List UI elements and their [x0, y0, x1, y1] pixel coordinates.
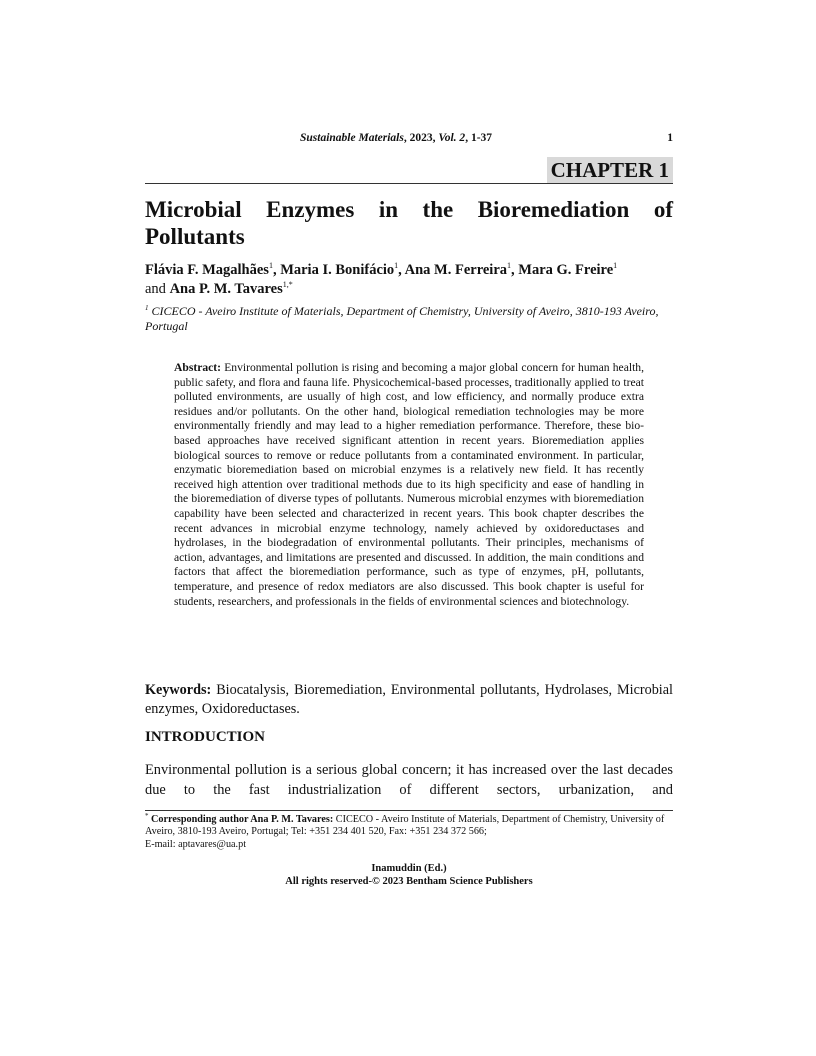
affiliation-mark: 1 — [145, 304, 149, 312]
affiliation-text: CICECO - Aveiro Institute of Materials, Department of Chemistry, University of Aveiro, 3810-193 Aveiro, Portugal — [145, 304, 659, 333]
keywords-text: Biocatalysis, Bioremediation, Environmental pollutants, Hydrolases, Microbial enzymes, Oxidoreductases. — [145, 682, 673, 717]
footnote — [145, 814, 673, 851]
page-number: 1 — [667, 132, 673, 144]
author-separator: , — [272, 262, 281, 278]
keywords-label: Keywords: — [145, 682, 212, 698]
author-list — [145, 261, 673, 299]
journal-year: , 2023, — [403, 132, 439, 144]
author-affiliation-mark: 1 — [613, 261, 618, 270]
keywords — [145, 681, 673, 719]
author-name: Flávia F. Magalhães — [145, 262, 269, 278]
author-name: Ana M. Ferreira — [404, 262, 508, 278]
journal-pages: , 1-37 — [465, 132, 493, 144]
footnote-divider — [145, 810, 673, 811]
author-separator: , — [398, 262, 405, 278]
chapter-title: Microbial Enzymes in the Bioremediation of Pollutants — [145, 197, 673, 249]
journal-name: Sustainable Materials — [300, 132, 404, 144]
chapter-tag: CHAPTER 1 — [547, 157, 673, 183]
author-affiliation-mark: 1 — [394, 261, 399, 270]
abstract — [174, 361, 644, 609]
author-affiliation-mark: 1,* — [282, 280, 293, 289]
authors-and: and — [145, 281, 166, 297]
author-affiliation-mark: 1 — [268, 261, 273, 270]
affiliation — [145, 304, 673, 334]
author-name: Ana P. M. Tavares — [169, 281, 283, 297]
author-name: Maria I. Bonifácio — [280, 262, 395, 278]
editor-line: Inamuddin (Ed.) — [371, 863, 447, 874]
introduction-text: Environmental pollution is a serious global concern; it has increased over the last decades due to the fast industrialization of different sectors, urbanization, and — [145, 762, 673, 798]
chapter-banner — [145, 157, 673, 184]
journal-citation — [300, 132, 492, 144]
footnote-label: Corresponding author Ana P. M. Tavares: — [148, 814, 334, 825]
abstract-text: Environmental pollution is rising and becoming a major global concern for human health, public safety, and flora and fauna life. Physicochemical-based processes, traditionally applied to treat polluted environments, are usually of high cost, and low efficiency, and normally produce extra residues and/or pollutants. On the other hand, biological remediation technologies may be more environmentally friendly and may lead to a higher remediation performance. Therefore, these bio-based approaches have received significant attention in recent years. Bioremediation applies biological sources to remove or reduce pollutants from a contaminated environment. In particular, enzymatic bioremediation based on microbial enzymes is a relatively new field. It has recently received high attention over traditional methods due to its high specificity and ease of handling in the bioremediation of diverse types of pollutants. Numerous microbial enzymes with bioremediation capability have been selected and characterized in recent years. This book chapter describes the recent advances in microbial enzyme technology, namely achieved by oxidoreductases and hydrolases, in the biodegradation of environmental pollutants. Their principles, mechanisms of action, advantages, and limitations are presented and discussed. In addition, the main conditions and factors that affect the bioremediation performance, such as type of enzymes, pH, pollutants, temperature, and presence of redox mediators are also discussed. This book chapter is useful for students, researchers, and professionals in the fields of environmental sciences and biotechnology. — [174, 361, 644, 608]
footnote-mark: * — [145, 812, 149, 820]
introduction-heading: INTRODUCTION — [145, 729, 266, 745]
publisher-block — [145, 862, 673, 888]
footnote-text: CICECO - Aveiro Institute of Materials, Department of Chemistry, University of Aveiro, 3810-193 Aveiro, Portugal; Tel: +351 234 401 520, Fax: +351 234 372 566; — [145, 814, 665, 838]
rights-line: All rights reserved-© 2023 Bentham Science Publishers — [285, 876, 533, 887]
author-name: Mara G. Freire — [518, 262, 614, 278]
abstract-label: Abstract: — [174, 361, 222, 374]
footnote-email: E-mail: aptavares@ua.pt — [145, 838, 247, 850]
author-separator: , — [511, 262, 519, 278]
author-affiliation-mark: 1 — [507, 261, 512, 270]
journal-volume: Vol. 2 — [438, 132, 466, 144]
